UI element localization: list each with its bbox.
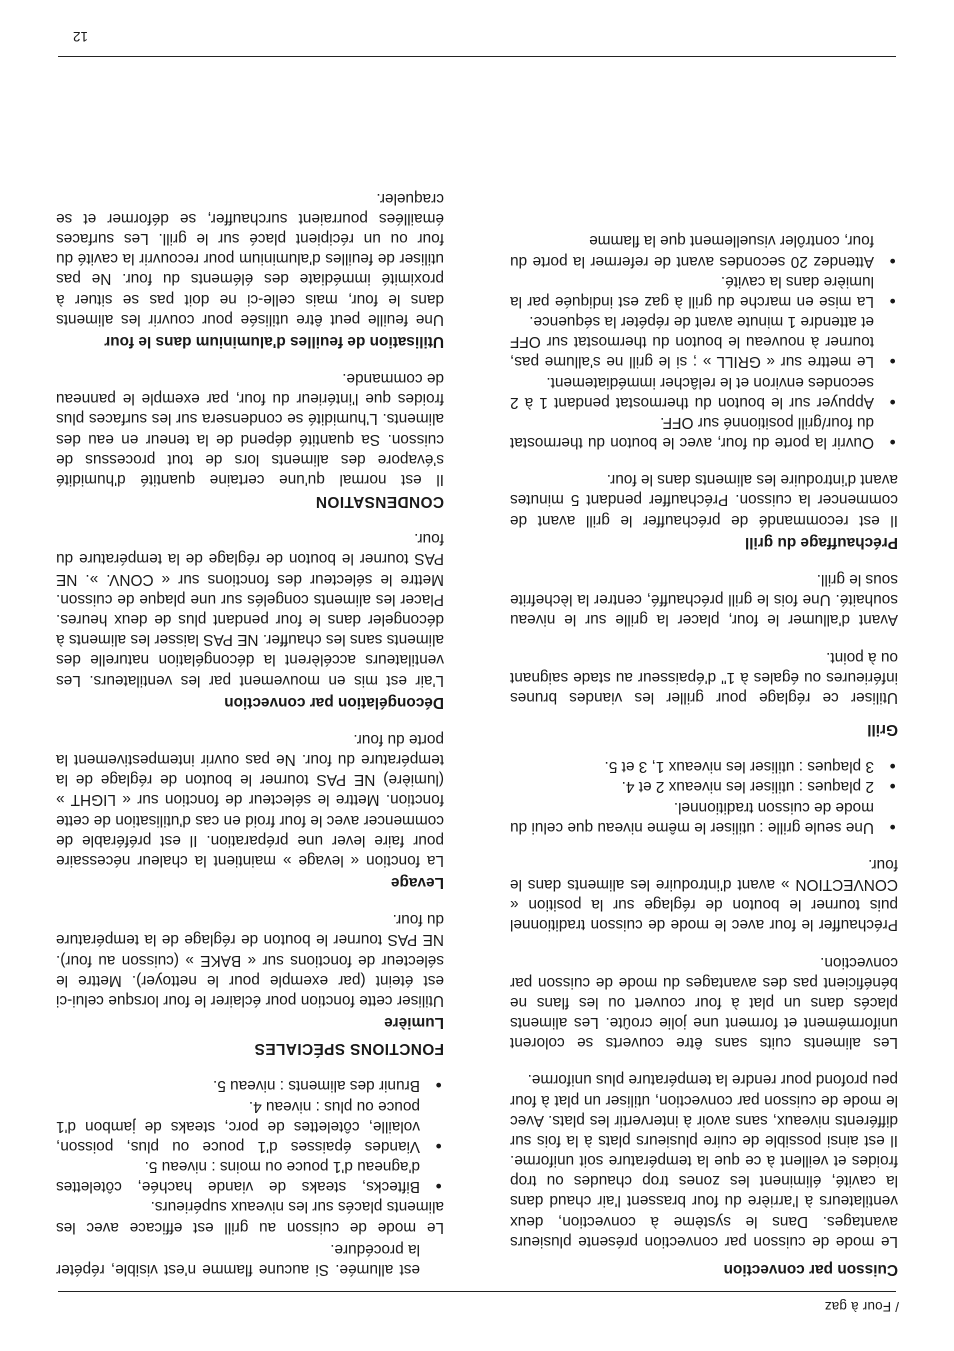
list-item: ● Biftecks, steaks de viande hachée, côtelettes d'agneau d'1 pouce ou moins : niveau 5. [56,1156,444,1196]
right-column [56,171,444,1279]
subsection-title-levage: Levage [390,874,444,892]
section-title-condensation: CONDENSATION [315,493,444,511]
list-item: ● Brunir des aliments : niveau 5. [56,1075,444,1095]
list-item: ● Une seule grille : utiliser le même niveau que celui du mode de cuisson traditionnel. [510,796,898,836]
paragraph: Préchauffer le four avec le mode de cuisson traditionnel puis tourner le bouton de réglage sur la position « CONVECTION » avant d'introduire les aliments dans le four. [510,855,898,934]
list-item: ● Attendez 20 secondes avant de refermer la porte du four, contrôler visuellement que la flamme [510,230,898,270]
paragraph: Utiliser ce réglage pour griller les viandes brunes inférieures ou égales à 1" d'épaisseur au stade saignant ou à point. [510,648,898,706]
paragraph: Les aliments cuits sans être couverts se colorent uniformément et forment une jolie croûte. Les aliments placés dans un plat à four couvert ou les flans ne bénéficient pas des avantages du mode de cuisson par convection. [510,953,898,1052]
list-item: ● Viandes épaisses d'1 pouce ou plus, poisson, volaille, côtelettes de porc, steaks de jambon d'1 pouce ou plus : niveau 4. [56,1095,444,1156]
paragraph: Utiliser cette fonction pour éclairer le four lorsque celui-ci est éteint (par exemple pour le nettoyer). Mettre le sélecteur de fonctions sur « BAKE » (cuisson au four). NE PAS tourner le bouton de réglage de la température du four. [56,911,444,1009]
list-item: ● La mise en marche du grill à gaz est indiquée par la lumière dans la cavité. [510,271,898,311]
paragraph: La fonction « levage » maintient la chaleur nécessaire pour faire lever une préparation. Il est préférable de commencer avec le four froid en cas d'utilisation de cette fonction. Mettre le sélecteur de fonction sur « LIGHT » (lumière) NE PAS tourner le bouton de réglage de la température du four. Ne pas ouvrir intempestivement la porte du four. [56,730,444,869]
footer-rule [58,56,896,57]
running-header: / Four à gaz [824,1299,899,1314]
section-title-fonctions: FONCTIONS SPÉCIALES [254,1040,444,1058]
bullet-list-prechauffage [510,230,898,452]
section-title-prechauffage: Préchauffage du grill [744,533,898,551]
paragraph: Le mode de cuisson au grill est efficace avec les aliments placés sur les niveaux supérieurs. [56,1198,444,1236]
paragraph: Une feuille peut être utilisée pour couvrir les aliments dans le four, mais celle-ci ne doit pas se situer à proximité immédiate des éléments du four. Ne pas utiliser de feuilles d'aluminium pour recouvrir la cavité du four ou un récipient placé sur le grill. Les surfaces émaillées pourraient surchauffer, se déformer et se craqueler. [56,189,444,328]
left-column [510,213,898,1279]
page-number: 12 [72,29,88,44]
paragraph: Il est recommandé de préchauffer le grill avant de commencer la cuisson. Préchauffer pendant 5 minutes avant d'introduire les aliments dans le four. [510,471,898,529]
header-rule [58,1291,896,1292]
paragraph-continuation: est allumée. Si aucune flamme n'est visible, répéter la procédure. [56,1240,420,1278]
paragraph: L'air est mis en mouvement par les ventilateurs. Les ventilateurs accélèrent la décongélation naturelle des aliments sans les chauffer. NE PAS laisser les aliments à décongeler dans le four pendant plus de deux heures. Placer les aliments congelés sur une plaque de cuisson. Mettre le sélecteur des fonctions sur « CONV. ». NE PAS tourner le bouton de réglage de la température du four. [56,530,444,689]
list-item: ● 2 plaques : utiliser les niveaux 2 et 4. [510,776,898,796]
section-title-cuisson: Cuisson par convection [723,1261,898,1278]
list-item: ● Ouvrir la porte du four, avec le bouton du thermostat du four/grill positionné sur OFF. [510,412,898,452]
bullet-list-grill-mode [56,1075,444,1196]
section-title-grill: Grill [867,721,898,739]
list-item: ● Appuyer sur le bouton du thermostat pendant 1 à 2 secondes environ et le relâcher immédiatement. [510,371,898,411]
paragraph: Le mode de cuisson par convection présente plusieurs avantages. Dans le système à convection, deux ventilateurs à l'arrière du four brassent l'air chaud dans la cavité, éliminent les zones trop chaudes ou trop froides et veillent à ce que la température soit uniforme. Il est ainsi possible de cuire plusieurs plats à la fois sur différents niveaux, sans avoir à intervertir les plats. Avec le mode de cuisson par convection, utiliser un plat à four peu profond pour rendre la température plus uniforme. [510,1071,898,1250]
bullet-list-cuisson [510,756,898,837]
subsection-title-aluminium: Utilisation de feuilles d'aluminium dans le four [104,332,444,350]
paragraph: Il est normal qu'une certaine quantité d'humidité s'évapore des aliments lors de tout processus de cuisson. Sa quantité dépend de la teneur en eau des aliments. L'humidité se condensera sur les surfaces plus froides que l'intérieur du four, par exemple le panneau de commande. [56,370,444,488]
paragraph: Avant d'allumer le four, placer la grille sur le niveau souhaité. Une fois le grill préchauffé, centrer la lèchefrite sous le grill. [510,571,898,629]
list-item: ● Le mettre sur « GRILL » ; si le grill ne s'allume pas, tourner à nouveau le bouton du thermostat sur OFF et attendre 1 minute avant de répéter la séquence. [510,311,898,372]
subsection-title-decongelation: Décongélation par convection [224,693,444,711]
subsection-title-lumiere: Lumière [384,1014,444,1032]
list-item: ● 3 plaques : utiliser les niveaux 1, 3 et 5. [510,756,898,776]
